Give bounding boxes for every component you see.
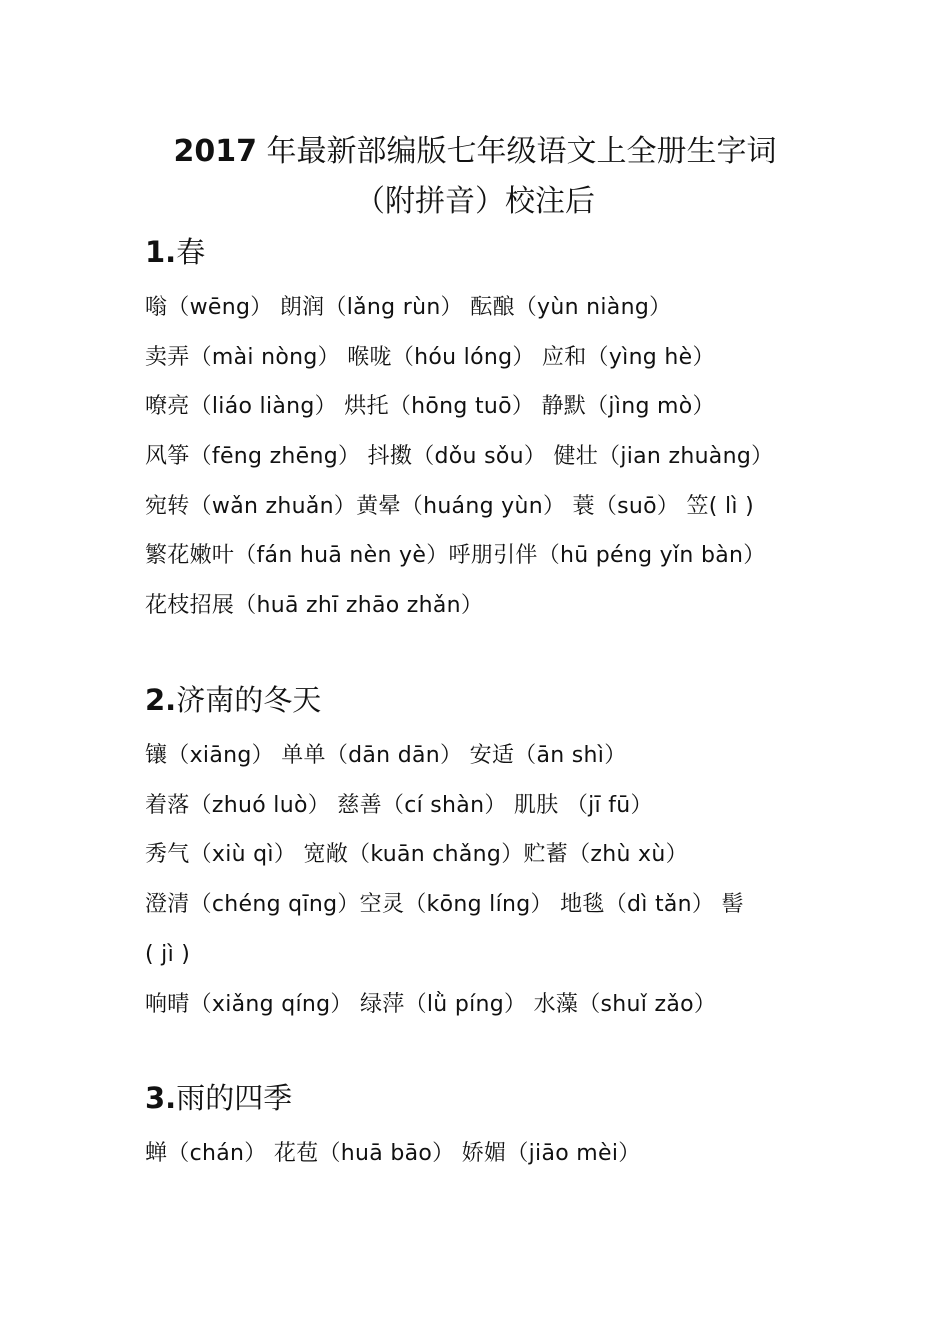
- vocab-line: 风筝（fēng zhēng） 抖擞（dǒu sǒu） 健壮（jian zhuàng）: [145, 444, 774, 469]
- vocab-line: 繁花嫩叶（fán huā nèn yè）呼朋引伴（hū péng yǐn bàn）: [145, 543, 766, 568]
- vocab-line: ( jì ): [145, 942, 191, 967]
- vocab-line: 卖弄（mài nòng） 喉咙（hóu lóng） 应和（yìng hè）: [145, 345, 715, 370]
- section-number: 1.: [145, 235, 177, 269]
- section-number: 2.: [145, 683, 177, 717]
- section-heading: [145, 1078, 292, 1118]
- vocab-line: 宛转（wǎn zhuǎn）黄晕（huáng yùn） 蓑（suō） 笠( lì ): [145, 494, 754, 519]
- title-year: 2017: [173, 134, 257, 169]
- section-title: 雨的四季: [176, 1081, 293, 1115]
- vocab-line: 嘹亮（liáo liàng） 烘托（hōng tuō） 静默（jìng mò）: [145, 394, 715, 419]
- vocab-line: 着落（zhuó luò） 慈善（cí shàn） 肌肤 （jī fū）: [145, 793, 653, 818]
- vocab-line: 花枝招展（huā zhī zhāo zhǎn）: [145, 593, 484, 618]
- vocab-line: 澄清（chéng qīng）空灵（kōng líng） 地毯（dì tǎn） 髻: [145, 892, 744, 917]
- section-heading: [145, 680, 321, 720]
- section-number: 3.: [145, 1081, 177, 1115]
- document-title-line-2: （附拼音）校注后: [355, 184, 595, 219]
- section-title: 春: [176, 235, 206, 269]
- vocab-line: 镶（xiāng） 单单（dān dān） 安适（ān shì）: [145, 743, 627, 768]
- document-title-line-1: [0, 132, 950, 172]
- vocab-line: 蝉（chán） 花苞（huā bāo） 娇媚（jiāo mèi）: [145, 1141, 641, 1166]
- vocab-line: 秀气（xiù qì） 宽敞（kuān chǎng）贮蓄（zhù xù）: [145, 842, 688, 867]
- section-title: 济南的冬天: [176, 683, 322, 717]
- vocab-line: 嗡（wēng） 朗润（lǎng rùn） 酝酿（yùn niàng）: [145, 295, 672, 320]
- title-text: 年最新部编版七年级语文上全册生字词: [256, 134, 777, 169]
- vocab-line: 响晴（xiǎng qíng） 绿萍（lǜ píng） 水藻（shuǐ zǎo）: [145, 992, 717, 1017]
- section-heading: [145, 232, 205, 272]
